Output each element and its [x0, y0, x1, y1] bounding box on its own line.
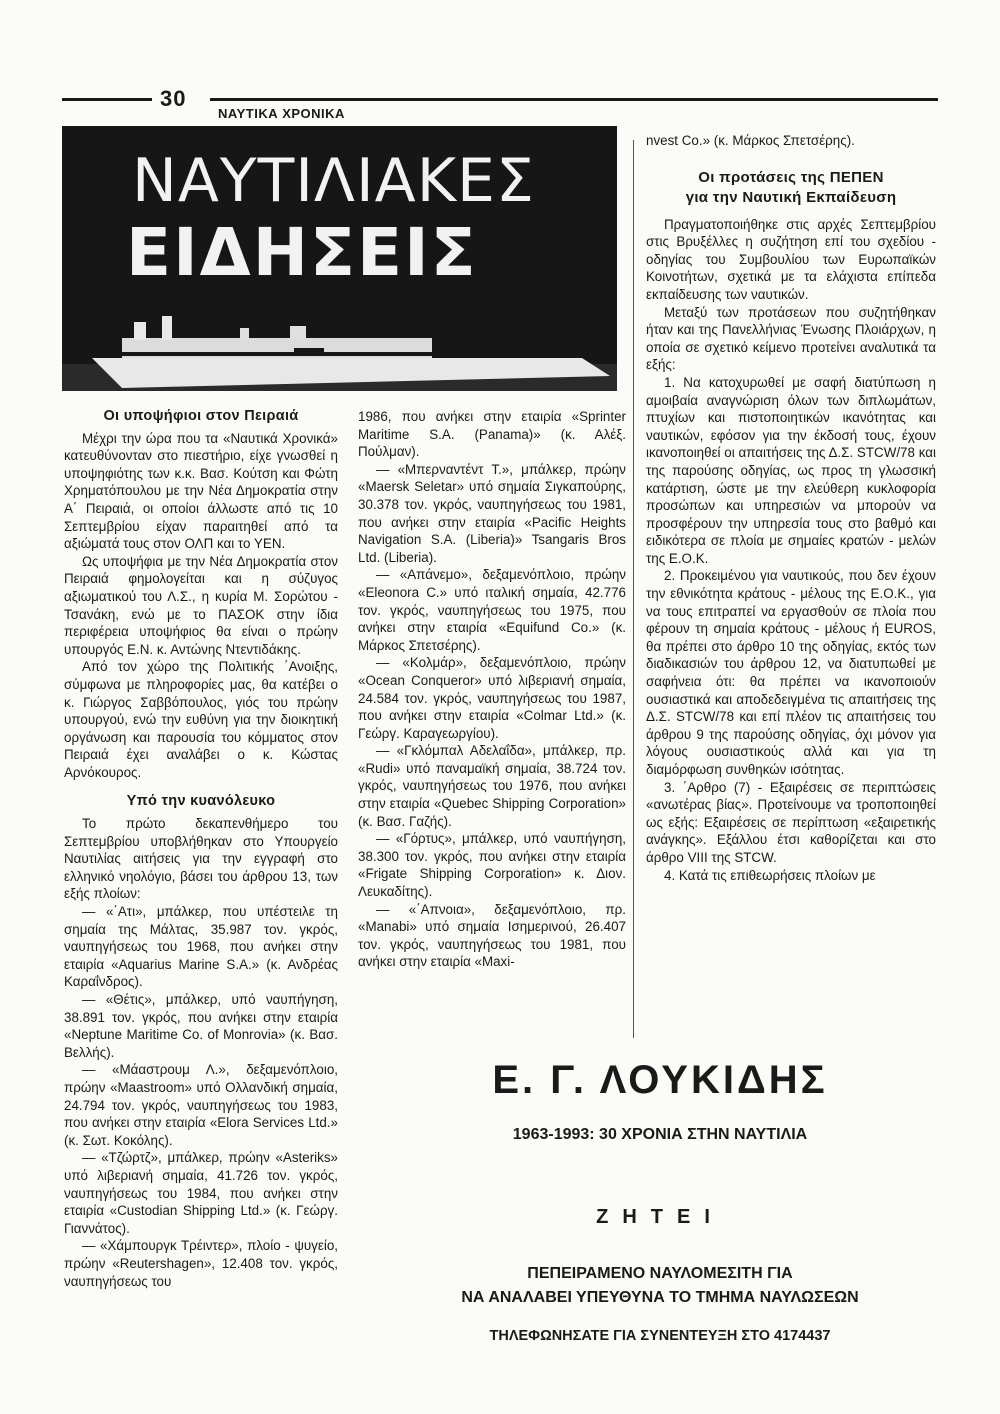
paragraph: Ως υποψήφια με την Νέα Δημοκρατία στον Πειραιά φημολογείται και η σύζυγος αξιωματικού του Λ.Σ., η κυρία Μ. Σορώτου - Τσανάκη, ενώ με το ΠΑΣΟΚ στην ίδια περιφέρεια υποψήφιος θα είναι ο πρώην υπουργός Ε.Ν. κ. Αντώνης Ντεντιδάκης. [64, 553, 338, 657]
paragraph: Μεταξύ των προτάσεων που συζητήθηκαν ήταν και της Πανελλήνιας Ένωσης Πλοιάρχων, η οποία σε σχετικό κείμενο προτείνει αναλυτικά τα εξής: [646, 304, 936, 373]
ship-entry: — «Απάνεμο», δεξαμενόπλοιο, πρώην «Eleonora C.» υπό ιταλική σημαία, 42.776 τον. γκρός, ναυπηγήσεως του 1975, που ανήκει στην εταιρία «Equifund Co.» (κ. Μάρκος Σπετσέρης). [358, 567, 626, 653]
ship-entry: — «Μάαστρουμ Λ.», δεξαμενόπλοιο, πρώην «Maastroom» υπό Ολλανδική σημαία, 24.794 τον. γκρός, ναυπηγήσεως του 1983, που ανήκει στην εταιρία «Elora Services Ltd.» (κ. Σωτ. Κοκόλης). [64, 1062, 338, 1148]
ad-company-name: Ε. Γ. ΛΟΥΚΙΔΗΣ [492, 1058, 828, 1102]
ship-entry: — «Μπερναντέντ Τ.», μπάλκερ, πρώην «Maersk Seletar» υπό σημαία Σιγκαπούρης, 30.378 τον. γκρός, ναυπηγήσεως του 1981, που ανήκει στην εταιρία «Pacific Heights Navigation S.A. (Liberia)» Tsangaris Bros Ltd. (Liberia). [358, 461, 626, 565]
column-divider [633, 140, 634, 1038]
header-rule-right [210, 98, 938, 101]
ship-illustration [62, 126, 617, 391]
banner-title-line1: ΝΑΥΤΙΛΙΑΚΕΣ [132, 146, 535, 216]
heading-pepen-line2: για την Ναυτική Εκπαίδευση [685, 188, 897, 206]
ship-entry: — «΄Ατι», μπάλκερ, που υπέστειλε τη σημαία της Μάλτας, 35.987 τον. γκρός, ναυπηγήσεως του 1968, που ανήκει στην εταιρία «Aquarius Marine S.A.» (κ. Ανδρέας Καραΐνδρος). [64, 904, 338, 990]
magazine-title: ΝΑΥΤΙΚΑ ΧΡΟΝΙΚΑ [218, 106, 345, 121]
column-2 [358, 408, 626, 971]
heading-candidates: Οι υποψήφιοι στον Πειραιά [103, 408, 299, 424]
paragraph: nvest Co.» (κ. Μάρκος Σπετσέρης). [646, 133, 855, 148]
ship-entry: — «Γόρτυς», μπάλκερ, υπό ναυπήγηση, 38.300 τον. γκρός, που ανήκει στην εταιρία «Frigate Shipping Corporation» κ. Διον. Λευκαδίτης). [358, 831, 626, 900]
paragraph: 3. ΄Αρθρο (7) - Εξαιρέσεις σε περιπτώσεις «ανωτέρας βίας». Προτείνουμε να τροποποιηθεί ως εξής: Εξαιρέσεις σε περίπτωση «εξαιρετικής ανάγκης». Εξάλλου έτσι καθορίζεται και στο άρθρο VIII της STCW. [646, 779, 936, 865]
paragraph: Πραγματοποιήθηκε στις αρχές Σεπτεμβρίου στις Βρυξέλλες η συζήτηση επί του σχεδίου - οδηγίας του Συμβουλίου των Ευρωπαϊκών Κοινοτήτων, σχετικά με τα ελάχιστα επίπεδα εκπαίδευσης των ναυτικών. [646, 216, 936, 302]
ad-contact-phone: ΤΗΛΕΦΩΝΗΣΑΤΕ ΓΙΑ ΣΥΝΕΝΤΕΥΞΗ ΣΤΟ 4174437 [489, 1328, 831, 1344]
heading-pepen-line1: Οι προτάσεις της ΠΕΠΕΝ [698, 168, 884, 186]
paragraph: 4. Κατά τις επιθεωρήσεις πλοίων με [664, 867, 876, 883]
ship-entry: — «Χάμπουργκ Τρέιντερ», πλοίο - ψυγείο, πρώην «Reutershagen», 12.408 τον. γκρός, ναυπηγήσεως του [64, 1238, 338, 1289]
ship-entry: — «Θέτις», μπάλκερ, υπό ναυπήγηση, 38.891 τον. γκρός, που ανήκει στην εταιρία «Neptune Maritime Co. of Monrovia» (κ. Βασ. Βελλής). [64, 992, 338, 1060]
header-rule-left [62, 98, 152, 101]
paragraph: 1986, που ανήκει στην εταιρία «Sprinter Maritime S.A. (Panama)» (κ. Αλέξ. Πούλμαν). [358, 409, 626, 460]
paragraph: 1. Να κατοχυρωθεί με σαφή διατύπωση η αμοιβαία αναγνώριση όλων των διπλωμάτων, πτυχίων και πιστοποιητικών ικανότητας και ναυτικών, εφόσον για την έκδοσή τους, έχουν ικανοποιηθεί οι απαιτήσεις της Δ.Σ. STCW/78 και της παρούσης οδηγίας, ως προς τη γλωσσική κατάρτιση, ώστε με την ελεύθερη κυκλοφορία προσώπων και υπηρεσιών να μπορούν να προσφέρουν την υπηρεσία τους στο βαθμό και ειδικότερα σε πλοία με σημαίες κρατών - μελών της Ε.Ο.Κ. [646, 374, 936, 566]
section-banner [62, 126, 617, 391]
paragraph: 2. Προκειμένου για ναυτικούς, που δεν έχουν την εθνικότητα κράτους - μέλους της Ε.Ο.Κ., για να τους επιτραπεί να εργασθούν σε πλοία που φέρουν τη σημαία κράτους - μέλους ή EUROS, θα πρέπει στο άρθρο 10 της οδηγίας, εκτός των διαδικασιών του άρθρου 12, να διατυπωθεί με σαφήνεια ότι: θα πρέπει να ικανοποιούν ουσιαστικά και αποδεδειγμένα τις απαιτήσεις της Δ.Σ. STCW/78 και επί πλέον τις απαιτήσεις του άρθρου 9 της παρούσης οδηγίας, όχι μόνον για λόγους ουσιαστικούς αλλά και για τη διαμόρφωση συνθηκών ισότητας. [646, 568, 936, 777]
ad-position [420, 1262, 900, 1310]
ship-entry: — «Κολμάρ», δεξαμενόπλοιο, πρώην «Ocean Conqueror» υπό λιβεριανή σημαία, 24.584 τον. γκρός, ναυπηγήσεως του 1987, που ανήκει στην εταιρία «Colmar Ltd.» (κ. Γεώργ. Καραγεωργίου). [358, 655, 626, 741]
paragraph: Μέχρι την ώρα που τα «Ναυτικά Χρονικά» κατευθύνονταν στο πιεστήριο, είχε γνωσθεί η υποψηφιότης των κ.κ. Βασ. Κούτση και Φώτη Χρηματόπουλου με την Νέα Δημοκρατία στην Α΄ Πειραιά, οι οποίοι άλλωστε από τις 10 Σεπτεμβρίου είχαν παραιτηθεί από τα αξιώματά τους στον ΟΛΠ και το ΥΕΝ. [64, 430, 338, 552]
ad-position-line1: ΠΕΠΕΙΡΑΜΕΝΟ ΝΑΥΛΟΜΕΣΙΤΗ ΓΙΑ [527, 1265, 793, 1282]
column-3 [646, 132, 936, 884]
ad-tagline: 1963-1993: 30 ΧΡΟΝΙΑ ΣΤΗΝ ΝΑΥΤΙΛΙΑ [512, 1126, 808, 1143]
page-number: 30 [160, 86, 187, 111]
paragraph: Το πρώτο δεκαπενθήμερο του Σεπτεμβρίου υποβλήθηκαν στο Υπουργείο Ναυτιλίας αιτήσεις για την εγγραφή στο ελληνικό νηολόγιο, βάσει του άρθρου 13, των εξής πλοίων: [64, 816, 338, 902]
ad-position-line2: ΝΑ ΑΝΑΛΑΒΕΙ ΥΠΕΥΘΥΝΑ ΤΟ ΤΜΗΜΑ ΝΑΥΛΩΣΕΩΝ [461, 1289, 859, 1306]
ad-seeks: ΖΗΤΕΙ [596, 1206, 724, 1228]
ship-entry: — «Γκλόμπαλ Αδελαΐδα», μπάλκερ, πρ. «Rudi» υπό παναμαϊκή σημαία, 38.724 τον. γκρός, ναυπηγήσεως του 1976, που ανήκει στην εταιρία «Quebec Shipping Corporation» (κ. Βασ. Γαζής). [358, 743, 626, 829]
banner-title-line2: ΕΙΔΗΣΕΙΣ [126, 214, 478, 291]
ship-entry: — «Τζώρτζ», μπάλκερ, πρώην «Asteriks» υπό λιβεριανή σημαία, 41.726 τον. γκρός, ναυπηγήσεως του 1984, που ανήκει στην εταιρία «Custodian Shipping Ltd.» (κ. Γεώργ. Γιαννάτος). [64, 1150, 338, 1236]
ship-entry: — «΄Απνοια», δεξαμενόπλοιο, πρ. «Manabi» υπό σημαία Ισημερινού, 26.407 τον. γκρός, ναυπηγήσεως του 1981, που ανήκει στην εταιρία «Maxi- [358, 901, 626, 970]
heading-under-greek-flag: Υπό την κυανόλευκο [126, 793, 276, 810]
paragraph: Από τον χώρο της Πολιτικής ΄Ανοιξης, σύμφωνα με πληροφορίες μας, θα κατέβει ο κ. Γιώργος Σαββόπουλος, γιός του πρώην υπουργού, ενώ την ευθύνη για την διοικητική οργάνωση και παρουσία του κόμματος στον Πειραιά έχει αναλάβει ο κ. Κώστας Αρνόκουρος. [64, 659, 338, 780]
column-1 [64, 408, 338, 1290]
